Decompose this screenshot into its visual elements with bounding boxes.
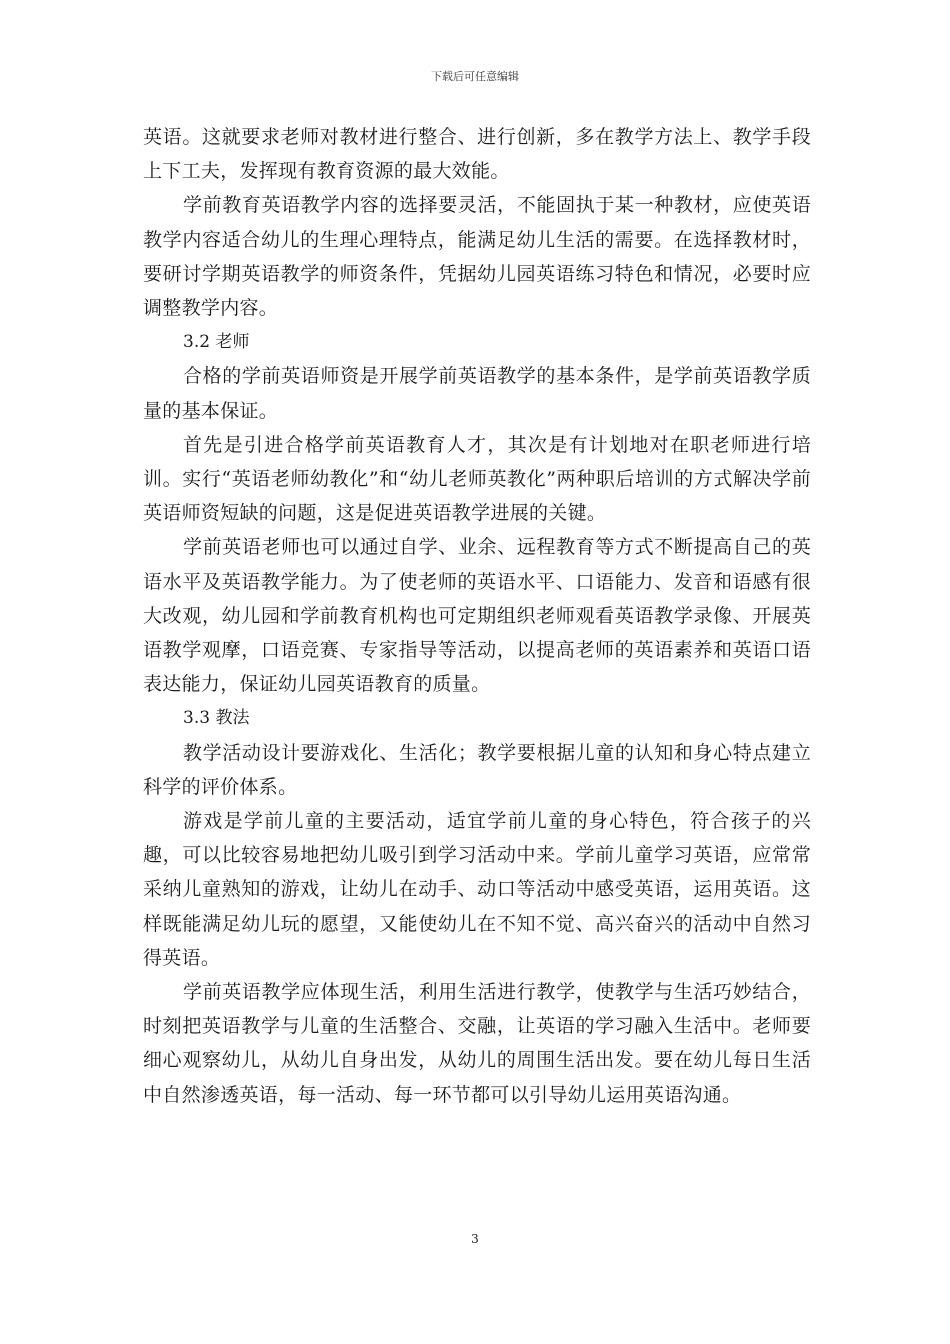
document-body	[143, 120, 811, 1112]
section-heading: 3.2 老师	[183, 332, 250, 353]
paragraph: 学前教育英语教学内容的选择要灵活，不能固执于某一种教材，应使英语教学内容适合幼儿的生理心理特点，能满足幼儿生活的需要。在选择教材时，要研讨学期英语教学的师资条件，凭据幼儿园英语练习特色和情况，必要时应调整教学内容。	[143, 194, 811, 320]
section-heading: 3.3 教法	[183, 708, 250, 729]
paragraph: 首先是引进合格学前英语教育人才，其次是有计划地对在职老师进行培训。实行“英语老师幼教化”和“幼儿老师英教化”两种职后培训的方式解决学前英语师资短缺的问题，这是促进英语教学进展的关键。	[143, 433, 811, 525]
paragraph: 学前英语教学应体现生活，利用生活进行教学，使教学与生活巧妙结合，时刻把英语教学与儿童的生活整合、交融，让英语的学习融入生活中。老师要细心观察幼儿，从幼儿自身出发，从幼儿的周围生活出发。要在幼儿每日生活中自然渗透英语，每一活动、每一环节都可以引导幼儿运用英语沟通。	[143, 981, 811, 1106]
page-number: 3	[471, 1232, 479, 1246]
paragraph: 学前英语老师也可以通过自学、业余、远程教育等方式不断提高自己的英语水平及英语教学能力。为了使老师的英语水平、口语能力、发音和语感有很大改观，幼儿园和学前教育机构也可定期组织老师观看英语教学录像、开展英语教学观摩，口语竞赛、专家指导等活动，以提高老师的英语素养和英语口语表达能力，保证幼儿园英语教育的质量。	[143, 536, 811, 696]
page-header: 下载后可任意编辑	[431, 70, 519, 83]
paragraph: 教学活动设计要游戏化、生活化；教学要根据儿童的认知和身心特点建立科学的评价体系。	[143, 741, 811, 798]
paragraph: 英语。这就要求老师对教材进行整合、进行创新，多在教学方法上、教学手段上下工夫，发挥现有教育资源的最大效能。	[143, 126, 811, 183]
paragraph: 合格的学前英语师资是开展学前英语教学的基本条件，是学前英语教学质量的基本保证。	[143, 365, 811, 422]
paragraph: 游戏是学前儿童的主要活动，适宜学前儿童的身心特色，符合孩子的兴趣，可以比较容易地把幼儿吸引到学习活动中来。学前儿童学习英语，应常常采纳儿童熟知的游戏，让幼儿在动手、动口等活动中感受英语，运用英语。这样既能满足幼儿玩的愿望，又能使幼儿在不知不觉、高兴奋兴的活动中自然习得英语。	[143, 810, 811, 969]
